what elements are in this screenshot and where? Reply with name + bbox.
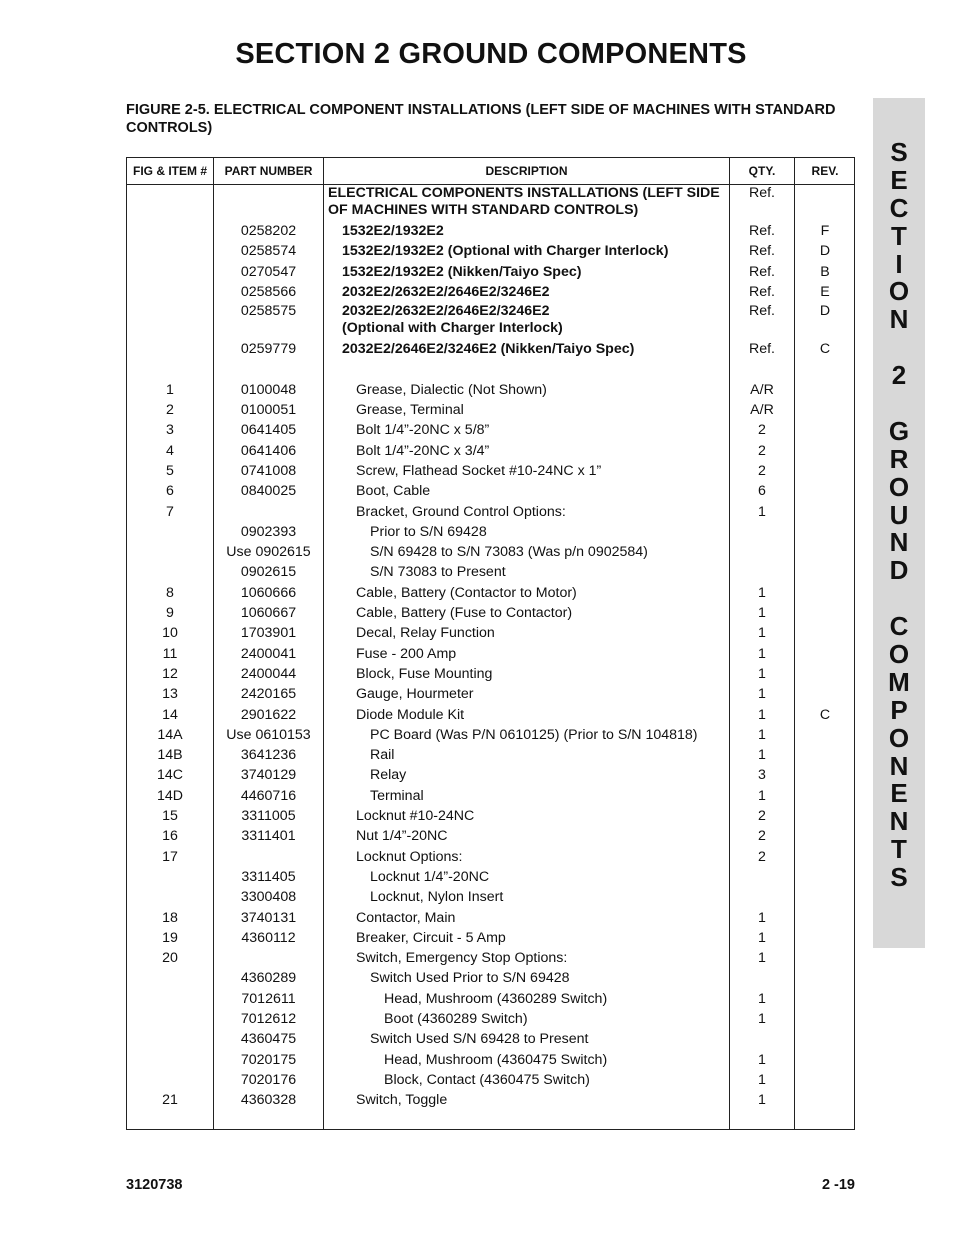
part-number: 3740129: [240, 767, 297, 784]
quantity: 1: [758, 686, 766, 703]
table-row: [127, 563, 856, 583]
table-row: [127, 848, 856, 868]
description: Block, Fuse Mounting: [356, 665, 493, 682]
part-number: 3311405: [241, 868, 296, 885]
description: Switch Used Prior to S/N 69428: [370, 970, 570, 987]
table-row: [127, 909, 856, 929]
description: 2032E2/2646E2/3246E2 (Nikken/Taiyo Spec): [342, 341, 635, 358]
table-row: [127, 584, 856, 604]
part-number: 7020176: [240, 1071, 297, 1088]
description: Prior to S/N 69428: [370, 523, 487, 540]
item-number: 10: [162, 625, 178, 642]
quantity: 1: [758, 950, 766, 967]
description: Locknut Options:: [356, 848, 463, 865]
description: Switch, Emergency Stop Options:: [356, 950, 568, 967]
item-number: 3: [166, 422, 174, 439]
part-number: 3641236: [240, 747, 297, 764]
table-row: [127, 381, 856, 401]
item-number: 15: [162, 808, 178, 825]
quantity: 1: [758, 1092, 766, 1109]
item-number: 6: [166, 483, 174, 500]
table-row: [127, 482, 856, 502]
item-number: 21: [162, 1092, 178, 1109]
document-number: 3120738: [126, 1177, 183, 1193]
table-row: [127, 868, 856, 888]
sidebar-letter: N: [889, 806, 909, 837]
part-number: 2400044: [240, 665, 297, 682]
description: 2032E2/2632E2/2646E2/3246E2 (Optional with Charger Interlock): [342, 303, 563, 337]
description: Nut 1/4”-20NC: [356, 828, 448, 845]
table-row: [127, 929, 856, 949]
item-number: 9: [166, 605, 174, 622]
table-row: [127, 665, 856, 685]
sidebar-letter: O: [888, 471, 910, 502]
quantity: A/R: [750, 402, 774, 419]
header-description: DESCRIPTION: [485, 164, 568, 178]
sidebar-letter: O: [888, 722, 910, 753]
sidebar-letter: O: [888, 639, 910, 670]
item-number: 2: [166, 402, 174, 419]
parts-table: [126, 157, 855, 1130]
page-title: SECTION 2 GROUND COMPONENTS: [235, 38, 747, 70]
part-number: 0258575: [240, 303, 297, 320]
quantity: 1: [758, 625, 766, 642]
quantity: 1: [758, 747, 766, 764]
sidebar-letter: P: [890, 694, 908, 725]
item-number: 1: [166, 381, 174, 398]
description: Switch Used S/N 69428 to Present: [370, 1031, 589, 1048]
description: Decal, Relay Function: [356, 625, 495, 642]
quantity: 1: [758, 645, 766, 662]
table-row: [127, 283, 856, 303]
part-number: Use 0902615: [226, 544, 311, 561]
description: 1532E2/1932E2 (Nikken/Taiyo Spec): [342, 263, 582, 280]
quantity: 2: [758, 462, 766, 479]
part-number: 3311005: [241, 808, 296, 825]
table-row: [127, 949, 856, 969]
revision: F: [820, 223, 830, 239]
table-row: [127, 807, 856, 827]
revision: D: [819, 243, 831, 260]
description: Locknut, Nylon Insert: [370, 889, 504, 906]
table-row: [127, 1051, 856, 1071]
item-number: 5: [166, 462, 174, 479]
header-rev: REV.: [811, 164, 839, 178]
item-number: 14: [162, 706, 178, 723]
part-number: 7020175: [240, 1051, 297, 1068]
sidebar-vertical-text: [873, 98, 925, 892]
part-number: 0902393: [240, 523, 297, 540]
table-row: [127, 303, 856, 340]
description: Cable, Battery (Contactor to Motor): [356, 584, 577, 601]
sidebar-letter: G: [888, 415, 910, 446]
item-number: 14D: [156, 787, 184, 804]
part-number: 4360112: [241, 929, 296, 946]
part-number: 2420165: [240, 686, 297, 703]
item-number: 20: [162, 950, 178, 967]
table-row: [127, 645, 856, 665]
table-row: [127, 1010, 856, 1030]
sidebar-letter: N: [889, 304, 909, 335]
description: Bracket, Ground Control Options:: [356, 503, 566, 520]
table-row: [127, 442, 856, 462]
description: Terminal: [370, 787, 424, 804]
description: Relay: [370, 767, 407, 784]
sidebar-letter: I: [895, 248, 903, 279]
quantity: 1: [758, 503, 766, 520]
part-number: 3311401: [241, 828, 296, 845]
quantity: 1: [758, 1051, 766, 1068]
quantity: A/R: [750, 381, 774, 398]
part-number: 7012611: [241, 990, 296, 1007]
part-number: 0641406: [240, 442, 297, 459]
header-part-number: PART NUMBER: [224, 164, 313, 178]
sidebar-letter: N: [889, 750, 909, 781]
part-number: 3300408: [240, 889, 297, 906]
description: Head, Mushroom (4360475 Switch): [384, 1051, 608, 1068]
part-number: 1703901: [240, 625, 297, 642]
sidebar-letter: R: [889, 443, 909, 474]
table-row: [127, 990, 856, 1010]
sidebar-letter: U: [889, 499, 909, 530]
quantity: 3: [758, 767, 766, 784]
table-row: [127, 360, 856, 380]
part-number: 0258566: [240, 283, 297, 300]
description: Gauge, Hourmeter: [356, 686, 474, 703]
sidebar-letter: T: [891, 834, 907, 865]
table-row: [127, 222, 856, 242]
sidebar-letter: 2: [891, 360, 907, 391]
item-number: 18: [162, 909, 178, 926]
item-number: 14B: [157, 747, 183, 764]
description: S/N 69428 to S/N 73083 (Was p/n 0902584): [370, 544, 648, 561]
sidebar-letter: C: [889, 611, 909, 642]
table-row: [127, 827, 856, 847]
quantity: 2: [758, 422, 766, 439]
item-number: 4: [166, 442, 174, 459]
part-number: 0100048: [240, 381, 297, 398]
part-number: 0840025: [240, 483, 297, 500]
table-row: [127, 624, 856, 644]
table-row: [127, 543, 856, 563]
item-number: 14A: [157, 726, 183, 743]
part-number: 0902615: [240, 564, 297, 581]
part-number: 3740131: [240, 909, 297, 926]
quantity: 1: [758, 584, 766, 601]
description: ELECTRICAL COMPONENTS INSTALLATIONS (LEFT SIDE OF MACHINES WITH STANDARD CONTROLS): [328, 185, 720, 218]
quantity: 1: [758, 605, 766, 622]
quantity: 1: [758, 665, 766, 682]
item-number: 17: [162, 848, 178, 865]
table-row: [127, 685, 856, 705]
table-row: [127, 503, 856, 523]
part-number: Use 0610153: [226, 726, 311, 743]
quantity: 2: [758, 808, 766, 825]
description: Boot, Cable: [356, 483, 431, 500]
part-number: 0100051: [240, 402, 297, 419]
part-number: 0258202: [240, 223, 297, 239]
description: Contactor, Main: [356, 909, 456, 926]
quantity: Ref.: [748, 185, 776, 201]
quantity: Ref.: [748, 223, 776, 239]
part-number: 2400041: [240, 645, 297, 662]
table-row: [127, 421, 856, 441]
revision: C: [819, 706, 831, 723]
quantity: 1: [758, 1071, 766, 1088]
sidebar-letter: N: [889, 527, 909, 558]
sidebar-letter: D: [889, 555, 909, 586]
part-number: 7012612: [240, 1010, 297, 1027]
revision: D: [819, 303, 831, 320]
description: 2032E2/2632E2/2646E2/3246E2: [342, 283, 550, 300]
table-row: [127, 888, 856, 908]
quantity: 1: [758, 990, 766, 1007]
item-number: 7: [166, 503, 174, 520]
description: Locknut #10-24NC: [356, 808, 475, 825]
description: PC Board (Was P/N 0610125) (Prior to S/N 104818): [370, 726, 698, 743]
description: Rail: [370, 747, 395, 764]
description: Block, Contact (4360475 Switch): [384, 1071, 590, 1088]
quantity: 1: [758, 706, 766, 723]
revision: B: [820, 263, 830, 280]
figure-title: FIGURE 2-5. ELECTRICAL COMPONENT INSTALLATIONS (LEFT SIDE OF MACHINES WITH STANDARD CONTROLS): [126, 102, 836, 136]
description: Boot (4360289 Switch): [384, 1010, 528, 1027]
part-number: 1060667: [240, 605, 297, 622]
quantity: Ref.: [748, 341, 776, 358]
table-row: [127, 401, 856, 421]
quantity: 1: [758, 1010, 766, 1027]
part-number: 0641405: [240, 422, 297, 439]
quantity: 1: [758, 726, 766, 743]
description: Locknut 1/4”-20NC: [370, 868, 490, 885]
description: S/N 73083 to Present: [370, 564, 506, 581]
part-number: 0258574: [240, 243, 297, 260]
sidebar-letter: S: [890, 137, 908, 167]
item-number: 11: [162, 645, 178, 662]
description: Grease, Dialectic (Not Shown): [356, 381, 547, 398]
sidebar-letter: O: [888, 276, 910, 307]
description: Head, Mushroom (4360289 Switch): [384, 990, 608, 1007]
table-row: [127, 462, 856, 482]
table-row: [127, 185, 856, 222]
table-row: [127, 604, 856, 624]
revision: C: [819, 341, 831, 358]
quantity: Ref.: [748, 283, 776, 300]
sidebar-letter: E: [890, 778, 908, 809]
item-number: 13: [162, 686, 178, 703]
quantity: Ref.: [748, 263, 776, 280]
item-number: 8: [166, 584, 174, 601]
part-number: 0259779: [240, 341, 297, 358]
table-row: [127, 706, 856, 726]
part-number: 4360289: [240, 970, 297, 987]
table-row: [127, 787, 856, 807]
description: Switch, Toggle: [356, 1092, 448, 1109]
description: Screw, Flathead Socket #10-24NC x 1”: [356, 462, 602, 479]
part-number: 4360475: [240, 1031, 297, 1048]
quantity: 2: [758, 848, 766, 865]
part-number: 0270547: [240, 263, 297, 280]
table-row: [127, 969, 856, 989]
sidebar-letter: T: [891, 220, 907, 251]
table-row: [127, 1071, 856, 1091]
description: Fuse - 200 Amp: [356, 645, 457, 662]
item-number: 12: [162, 665, 178, 682]
table-row: [127, 766, 856, 786]
quantity: 2: [758, 442, 766, 459]
part-number: 0741008: [240, 462, 297, 479]
table-row: [127, 726, 856, 746]
description: Breaker, Circuit - 5 Amp: [356, 929, 506, 946]
quantity: 1: [758, 909, 766, 926]
description: 1532E2/1932E2: [342, 223, 444, 239]
page-number: 2 -19: [821, 1177, 855, 1193]
quantity: Ref.: [748, 303, 776, 320]
sidebar-letter: C: [889, 192, 909, 223]
sidebar-letter: S: [890, 862, 908, 893]
quantity: Ref.: [748, 243, 776, 260]
description: 1532E2/1932E2 (Optional with Charger Interlock): [342, 243, 669, 260]
table-row: [127, 242, 856, 262]
section-sidebar-tab: [873, 98, 925, 948]
description: Bolt 1/4”-20NC x 3/4”: [356, 442, 490, 459]
table-row: [127, 523, 856, 543]
quantity: 1: [758, 787, 766, 804]
header-qty: QTY.: [748, 164, 776, 178]
item-number: 16: [162, 828, 178, 845]
description: Bolt 1/4”-20NC x 5/8”: [356, 422, 490, 439]
table-row: [127, 340, 856, 360]
table-row: [127, 1030, 856, 1050]
part-number: 1060666: [240, 584, 297, 601]
table-body: [127, 185, 856, 1111]
part-number: 4460716: [240, 787, 297, 804]
sidebar-letter: M: [888, 666, 910, 697]
item-number: 19: [162, 929, 178, 946]
description: Diode Module Kit: [356, 706, 465, 723]
header-fig-item: FIG & ITEM #: [132, 164, 207, 178]
table-row: [127, 1091, 856, 1111]
quantity: 2: [758, 828, 766, 845]
description: Cable, Battery (Fuse to Contactor): [356, 605, 573, 622]
part-number: 4360328: [240, 1092, 297, 1109]
description: Grease, Terminal: [356, 402, 464, 419]
sidebar-letter: E: [890, 164, 908, 195]
table-row: [127, 746, 856, 766]
quantity: 1: [758, 929, 766, 946]
quantity: 6: [758, 483, 766, 500]
table-row: [127, 263, 856, 283]
item-number: 14C: [156, 767, 184, 784]
part-number: 2901622: [240, 706, 297, 723]
revision: E: [820, 283, 830, 300]
